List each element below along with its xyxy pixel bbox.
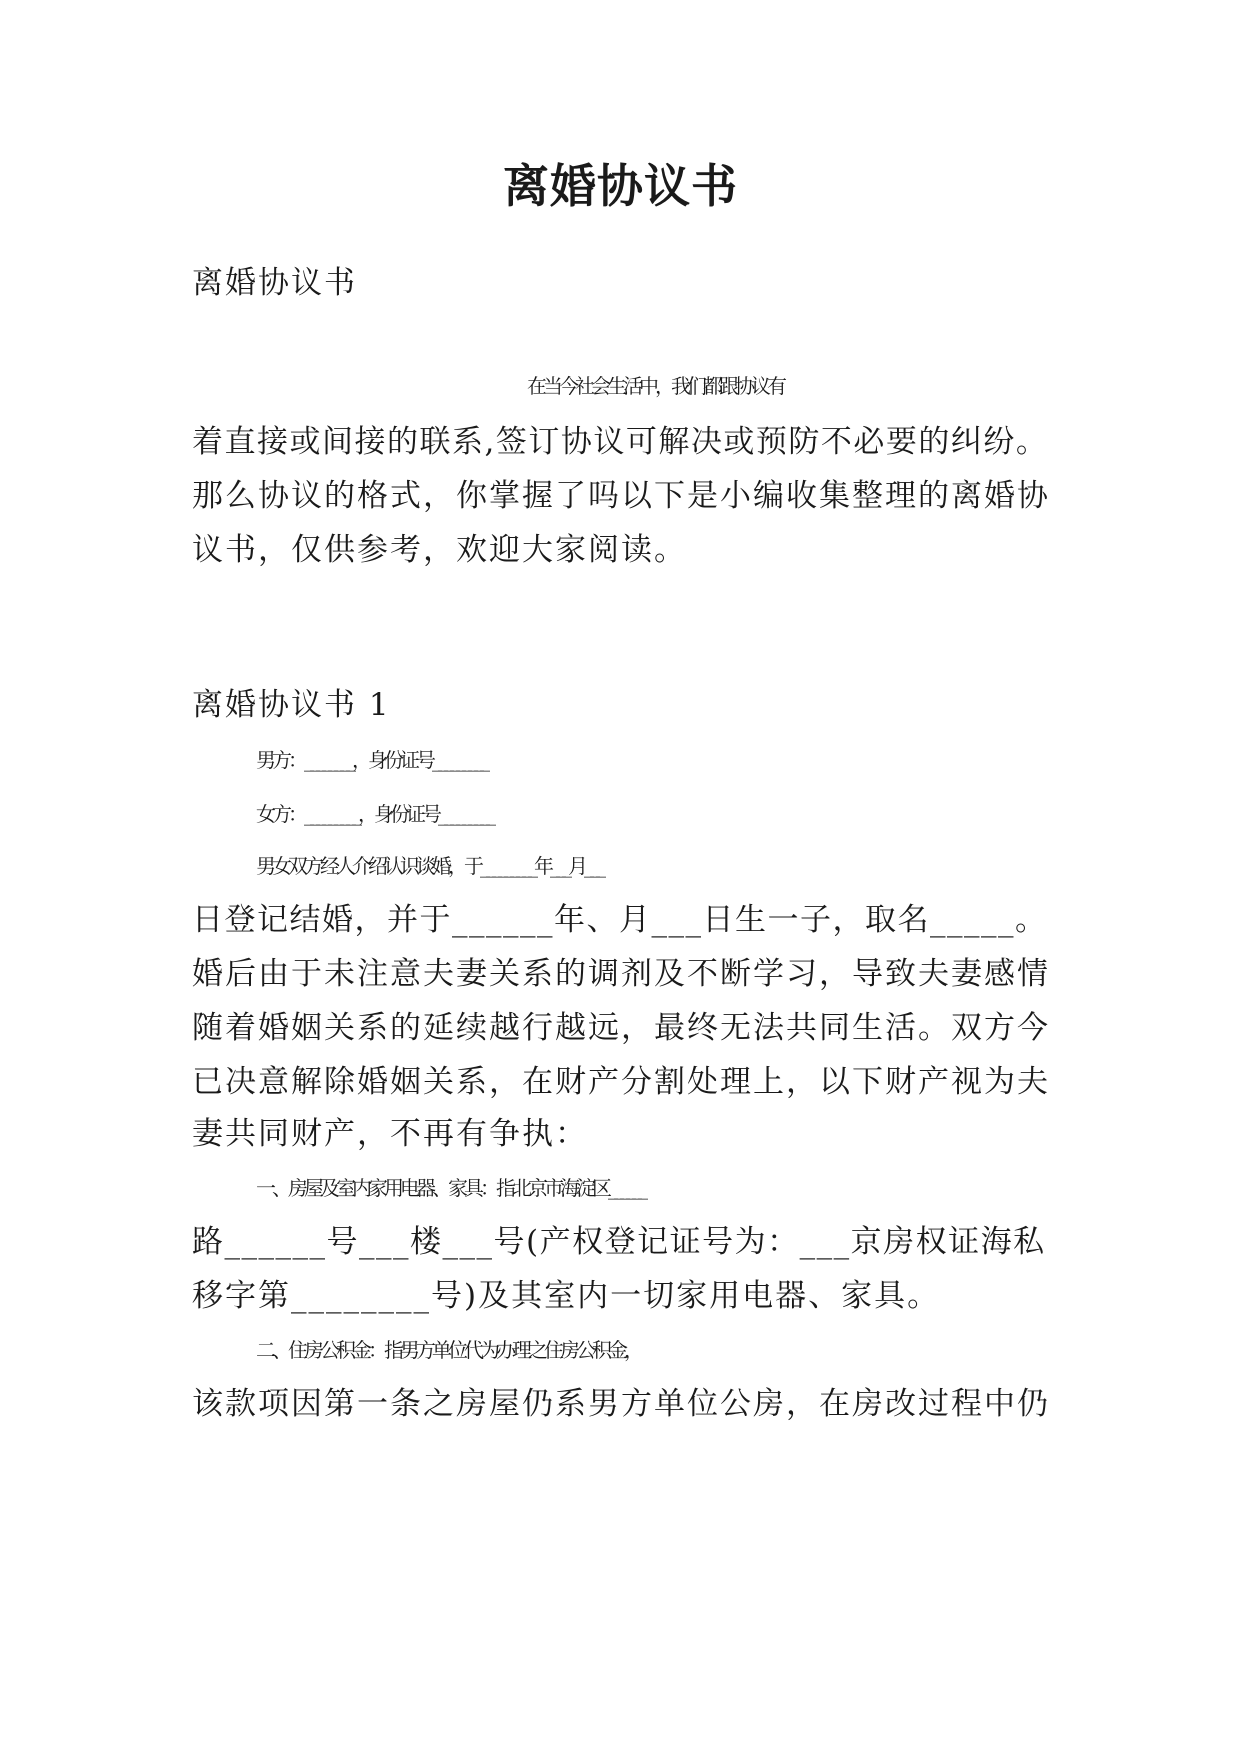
body-line-6: 随着婚姻关系的延续越行越远，最终无法共同生活。双方今 [192, 1010, 1050, 1046]
body-line-10: 路______号___楼___号(产权登记证号为：___京房权证海私 [192, 1224, 1046, 1260]
body-line-5: 婚后由于未注意夫妻关系的调剂及不断学习，导致夫妻感情 [192, 956, 1050, 992]
body-line-8: 妻共同财产，不再有争执： [192, 1116, 588, 1152]
document-title: 离婚协议书 [503, 159, 738, 213]
body-line-1: 男方：________，身份证号_________ [256, 748, 486, 772]
body-line-12: 二、住房公积金：指男方单位代为办理之住房公积金， [256, 1338, 640, 1362]
body-line-7: 已决意解除婚姻关系，在财产分割处理上，以下财产视为夫 [192, 1064, 1050, 1100]
intro-line-1: 在当今社会生活中，我们都跟协议有 [527, 374, 783, 398]
body-line-9: 一、房屋及室内家用电器、家具：指北京市海淀区______ [256, 1176, 644, 1200]
intro-line-3: 那么协议的格式，你掌握了吗以下是小编收集整理的离婚协 [192, 478, 1050, 514]
body-line-3: 男女双方经人介绍认识谈婚，于_________年___月___ [256, 854, 602, 878]
body-line-11: 移字第________号)及其室内一切家用电器、家具。 [192, 1278, 941, 1314]
body-line-2: 女方：_________，身份证号_________ [256, 802, 492, 826]
intro-line-2: 着直接或间接的联系,签订协议可解决或预防不必要的纠纷。 [192, 424, 1049, 460]
body-line-13: 该款项因第一条之房屋仍系男方单位公房，在房改过程中仍 [192, 1386, 1050, 1422]
intro-line-4: 议书，仅供参考，欢迎大家阅读。 [192, 532, 687, 568]
document-subtitle: 离婚协议书 [192, 265, 357, 301]
section-heading: 离婚协议书 1 [192, 687, 391, 723]
body-line-4: 日登记结婚，并于______年、月___日生一子，取名_____。 [192, 902, 1048, 938]
